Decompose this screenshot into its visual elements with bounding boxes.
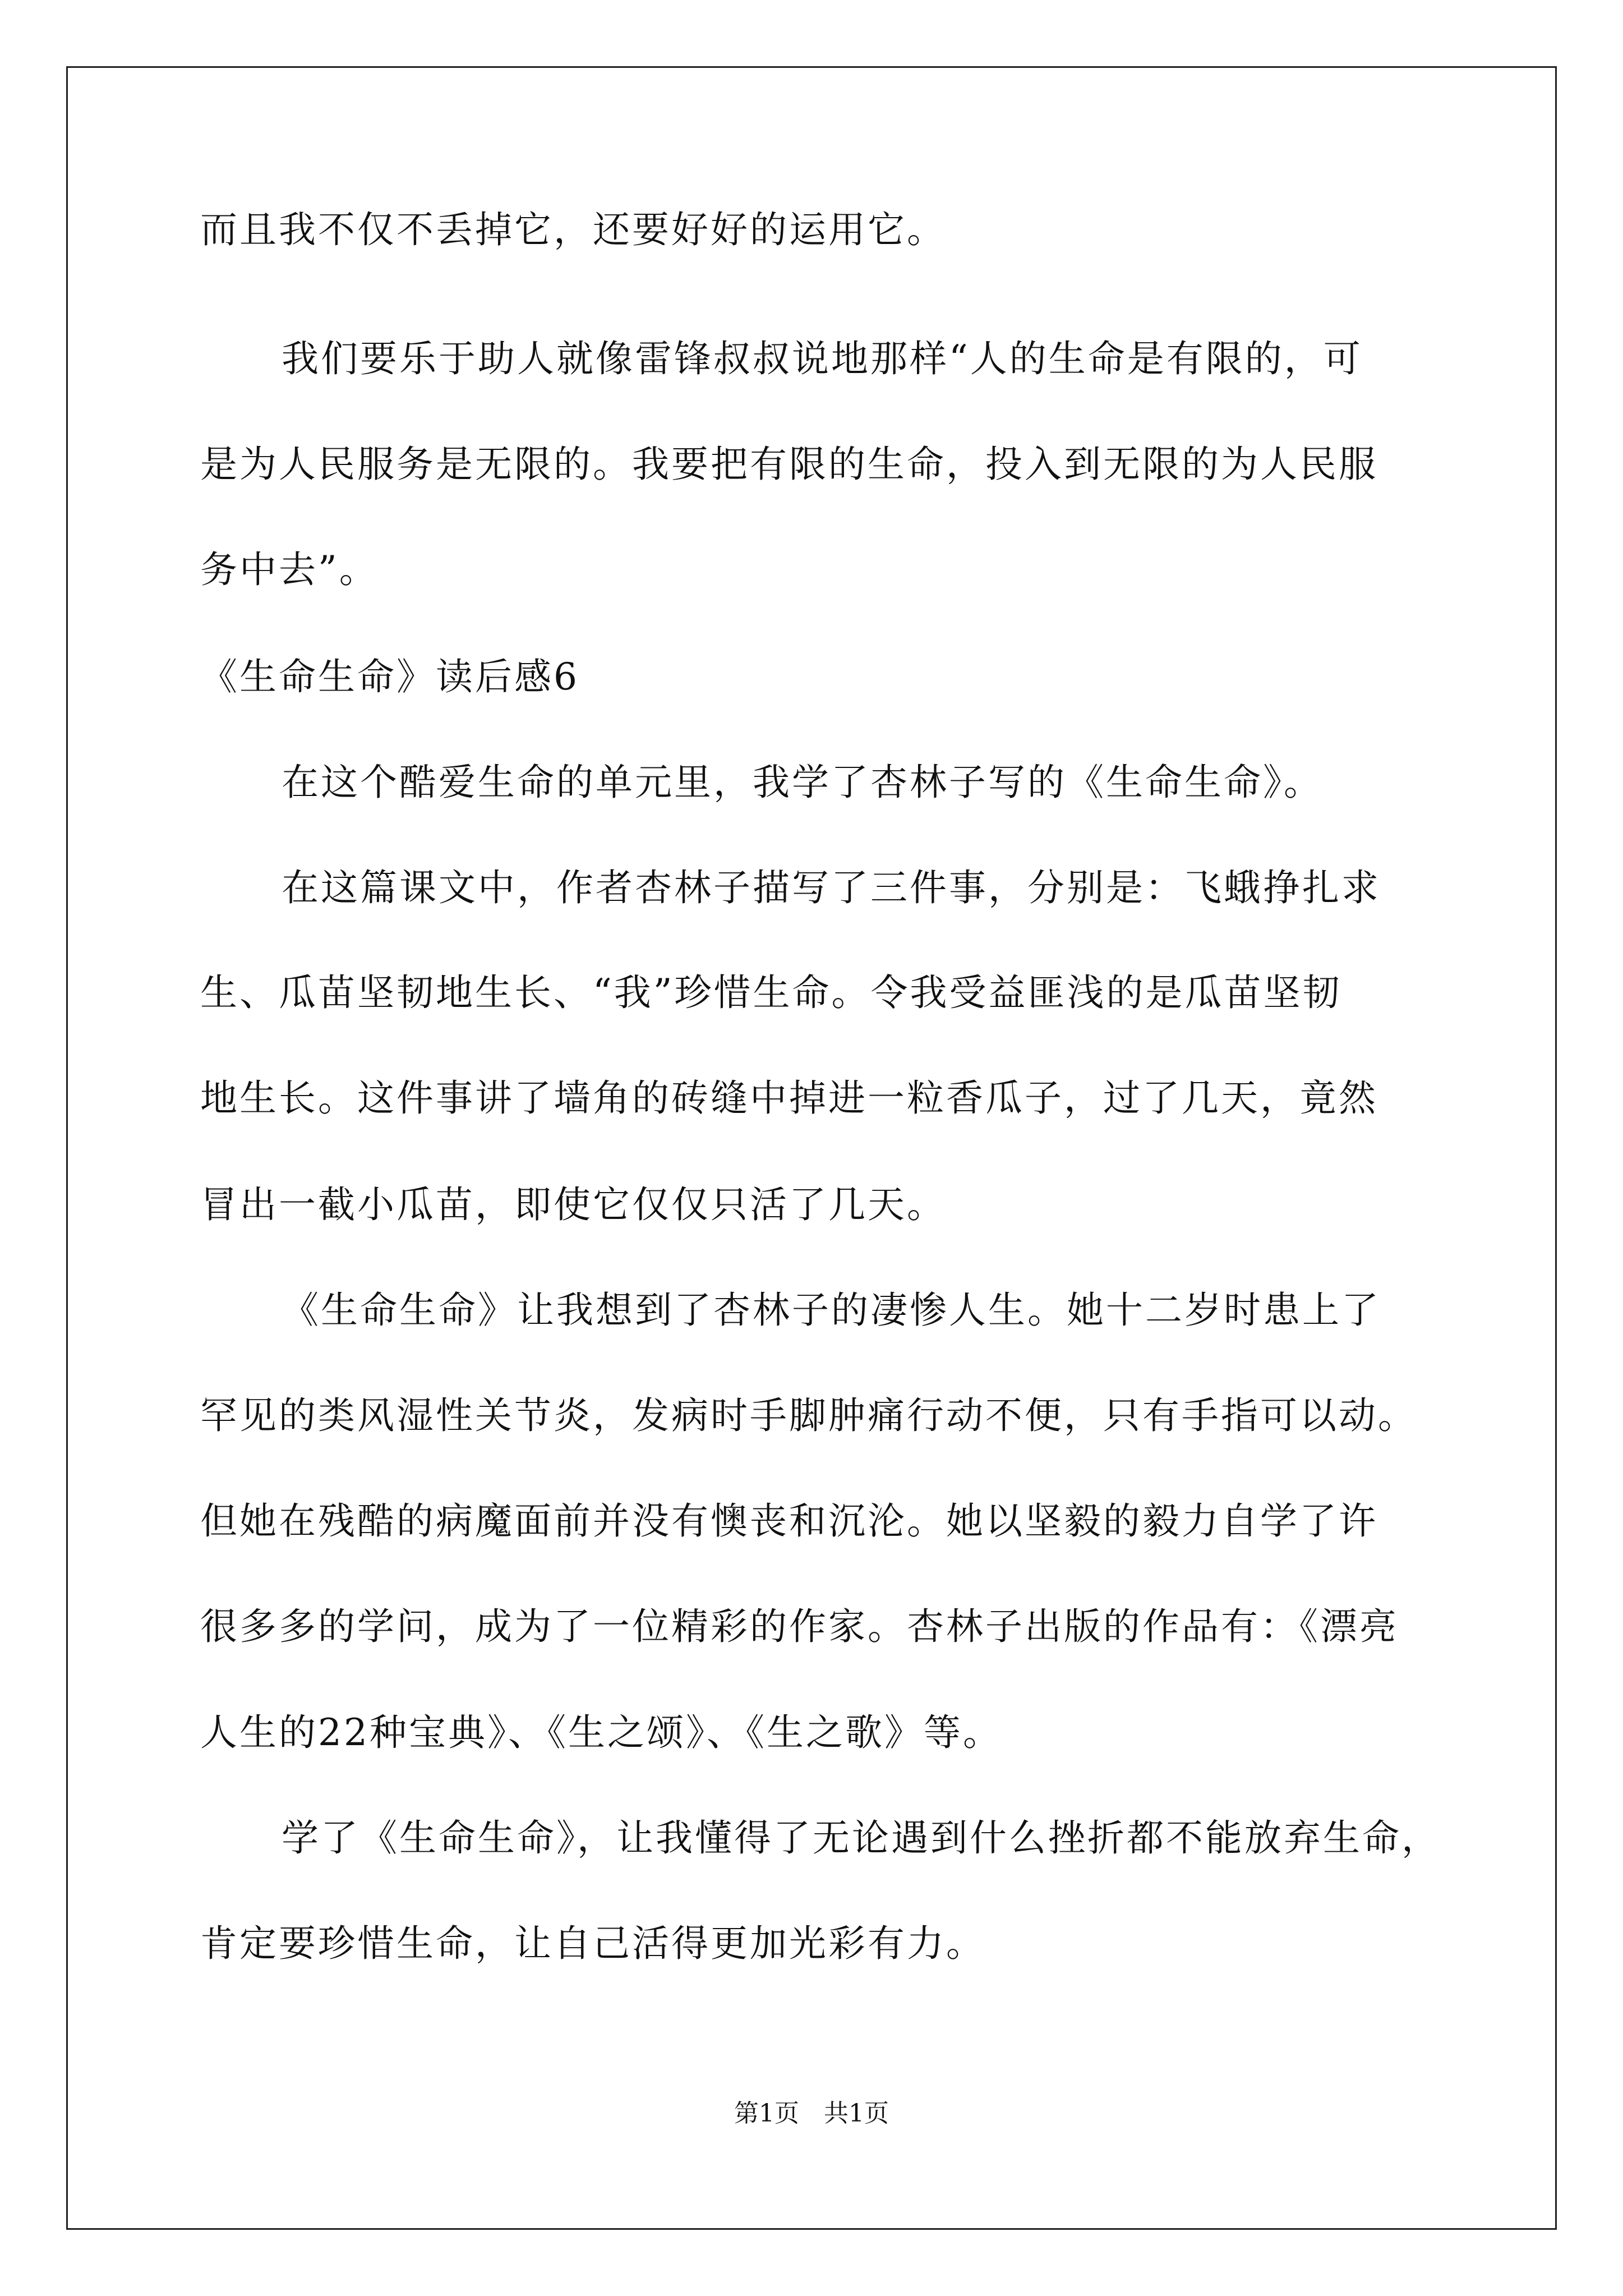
paragraph-line: 而且我不仅不丢掉它，还要好好的运用它。 xyxy=(200,208,946,251)
page-border xyxy=(66,66,1557,2230)
paragraph-line: 《生命生命》让我想到了杏林子的凄惨人生。她十二岁时患上了 xyxy=(282,1289,1381,1332)
paragraph-line: 但她在残酷的病魔面前并没有懊丧和沉沦。她以坚毅的毅力自学了许 xyxy=(200,1499,1378,1543)
paragraph-line: 人生的22种宝典》、《生之颂》、《生之歌》等。 xyxy=(200,1711,1002,1754)
paragraph-line: 在这个酷爱生命的单元里，我学了杏林子写的《生命生命》。 xyxy=(282,761,1323,804)
page-footer: 第1页 共1页 xyxy=(734,2099,889,2128)
paragraph-line: 罕见的类风湿性关节炎，发病时手脚肿痛行动不便，只有手指可以动。 xyxy=(200,1394,1417,1437)
paragraph-line: 生、瓜苗坚韧地生长、“我”珍惜生命。令我受益匪浅的是瓜苗坚韧 xyxy=(200,971,1342,1014)
paragraph-line: 冒出一截小瓜苗，即使它仅仅只活了几天。 xyxy=(200,1183,946,1226)
paragraph-line: 在这篇课文中，作者杏林子描写了三件事，分别是：飞蛾挣扎求 xyxy=(282,866,1381,909)
paragraph-line: 是为人民服务是无限的。我要把有限的生命，投入到无限的为人民服 xyxy=(200,443,1378,486)
paragraph-line: 学了《生命生命》，让我懂得了无论遇到什么挫折都不能放弃生命， xyxy=(282,1816,1441,1860)
paragraph-line: 务中去”。 xyxy=(200,548,379,591)
paragraph-line: 肯定要珍惜生命，让自己活得更加光彩有力。 xyxy=(200,1922,985,1965)
section-heading: 《生命生命》读后感6 xyxy=(200,655,579,698)
paragraph-line: 我们要乐于助人就像雷锋叔叔说地那样“人的生命是有限的，可 xyxy=(282,337,1363,380)
paragraph-line: 地生长。这件事讲了墙角的砖缝中掉进一粒香瓜子，过了几天，竟然 xyxy=(200,1076,1378,1120)
paragraph-line: 很多多的学问，成为了一位精彩的作家。杏林子出版的作品有：《漂亮 xyxy=(200,1605,1399,1648)
